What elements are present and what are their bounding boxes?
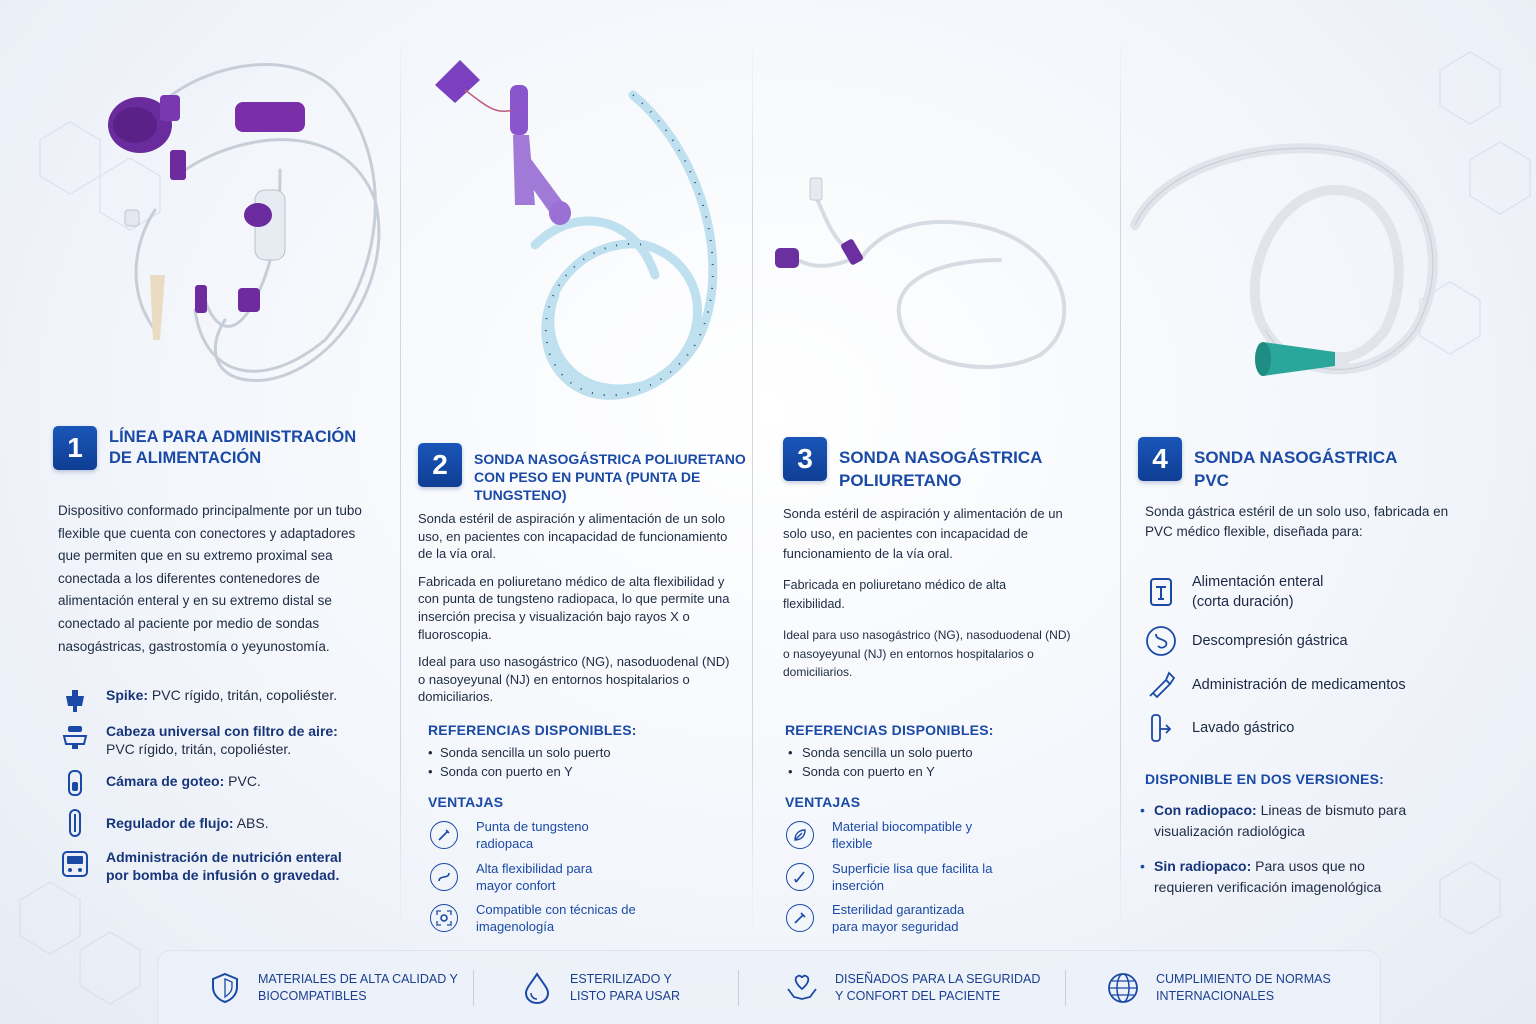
- column-divider: [400, 30, 401, 940]
- references-heading: REFERENCIAS DISPONIBLES:: [785, 722, 994, 738]
- spec-label: Cámara de goteo:: [106, 773, 225, 789]
- advantage-text: Compatible con técnicas de imagenología: [476, 902, 636, 934]
- drip-chamber-icon: [60, 768, 90, 798]
- footer-text: CUMPLIMIENTO DE NORMAS INTERNACIONALES: [1156, 971, 1331, 1003]
- section-title: SONDA NASOGÁSTRICA POLIURETANO: [839, 448, 1042, 490]
- tungsten-tube-image: [425, 55, 745, 420]
- section-title: SONDA NASOGÁSTRICA POLIURETANO CON PESO EN PUNTA (PUNTA DE TUNGSTENO): [474, 451, 746, 503]
- spike-icon: [60, 686, 90, 716]
- gastric-lavage-icon: [1144, 711, 1178, 745]
- footer-text: MATERIALES DE ALTA CALIDAD Y BIOCOMPATIBLES: [258, 971, 458, 1003]
- description-paragraph: Sonda estéril de aspiración y alimentación de un solo uso, en pacientes con incapacidad de funcionamiento de la vía oral.: [418, 511, 728, 562]
- column-divider: [1120, 30, 1121, 940]
- spec-value: PVC rígido, tritán, copoliéster.: [151, 687, 338, 703]
- syringe-icon: [1144, 668, 1178, 702]
- footer-text: DISEÑADOS PARA LA SEGURIDAD Y CONFORT DEL PACIENTE: [835, 971, 1041, 1003]
- spec-label: Administración de nutrición enteral por bomba de infusión o gravedad.: [106, 849, 342, 883]
- advantages-heading: VENTAJAS: [428, 794, 504, 810]
- biocompatible-icon: [786, 821, 814, 849]
- version-item: • Con radiopaco: Lineas de bismuto para visualización radiológica: [1140, 802, 1407, 839]
- shield-icon: [208, 971, 242, 1005]
- version-value: Para usos que no requieren verificación imagenológica: [1154, 858, 1382, 895]
- imaging-icon: [430, 904, 458, 932]
- tungsten-tip-icon: [430, 821, 458, 849]
- use-text: Alimentación enteral (corta duración): [1192, 574, 1324, 610]
- description-paragraph: Ideal para uso nasogástrico (NG), nasoduodenal (ND) o nasoyeyunal (NJ) en entornos hospitalarios o domiciliarios.: [783, 628, 1071, 680]
- version-label: Sin radiopaco:: [1154, 858, 1252, 874]
- advantage-text: Punta de tungsteno radiopaca: [476, 819, 589, 851]
- list-item: • Sonda con puerto en Y: [428, 762, 611, 781]
- list-item: • Sonda sencilla un solo puerto: [788, 743, 973, 762]
- section-title: LÍNEA PARA ADMINISTRACIÓN DE ALIMENTACIÓN: [109, 427, 357, 467]
- sterility-icon: [786, 904, 814, 932]
- flexible-tube-icon: [430, 863, 458, 891]
- column-divider: [752, 30, 753, 940]
- description-paragraph: Ideal para uso nasogástrico (NG), nasoduodenal (ND) o nasoyeyunal (NJ) en entornos hospitalarios o domiciliarios.: [418, 654, 730, 705]
- section-title: SONDA NASOGÁSTRICA PVC: [1194, 448, 1397, 490]
- references-heading: REFERENCIAS DISPONIBLES:: [428, 722, 637, 738]
- spec-value: PVC rígido, tritán, copoliéster.: [106, 741, 292, 757]
- references-list: [788, 743, 973, 781]
- description-paragraph: Fabricada en poliuretano médico de alta flexibilidad.: [783, 578, 1007, 611]
- drop-icon: [520, 971, 554, 1005]
- advantages-heading: VENTAJAS: [785, 794, 861, 810]
- version-value: Lineas de bismuto para visualización radiológica: [1154, 802, 1407, 839]
- globe-icon: [1106, 971, 1140, 1005]
- infusion-pump-icon: [60, 848, 90, 878]
- footer-separator: [738, 970, 739, 1006]
- version-item: • Sin radiopaco: Para usos que no requieren verificación imagenológica: [1140, 858, 1382, 895]
- advantage-text: Superficie lisa que facilita la inserción: [832, 861, 993, 893]
- use-text: Lavado gástrico: [1192, 720, 1295, 736]
- versions-heading: DISPONIBLE EN DOS VERSIONES:: [1145, 771, 1384, 787]
- section-number: 1: [53, 426, 97, 470]
- spec-label: Cabeza universal con filtro de aire:: [106, 723, 338, 739]
- spec-label: Regulador de flujo:: [106, 815, 234, 831]
- filter-head-icon: [60, 722, 90, 752]
- advantage-text: Alta flexibilidad para mayor confort: [476, 861, 593, 893]
- spec-value: PVC.: [228, 773, 261, 789]
- spec-value: ABS.: [236, 815, 269, 831]
- list-item: • Sonda con puerto en Y: [788, 762, 973, 781]
- polyurethane-tube-image: [770, 170, 1090, 380]
- smooth-surface-icon: [786, 863, 814, 891]
- description-paragraph: Fabricada en poliuretano médico de alta flexibilidad y con punta de tungsteno radiopaca, lo que permite una inserción precisa y visualización bajo rayos X o fluoroscopia.: [418, 573, 730, 642]
- product-description: Dispositivo conformado principalmente por un tubo flexible que cuenta con conectores y adaptadores que permiten que en su extremo proximal sea conectada a los diferentes contenedores de alimentación enteral y en su extremo distal se conectado al paciente por medio de sondas nasogástricas, gastrostomía o yeyunostomía.: [58, 503, 362, 654]
- advantage-text: Esterilidad garantizada para mayor seguridad: [832, 902, 965, 934]
- description-paragraph: Sonda estéril de aspiración y alimentación de un solo uso, en pacientes con incapacidad de funcionamiento de la vía oral.: [783, 506, 1063, 561]
- version-label: Con radiopaco:: [1154, 802, 1257, 818]
- stomach-icon: [1144, 624, 1178, 658]
- pvc-tube-image: [1125, 130, 1455, 390]
- feeding-line-image: [95, 50, 400, 395]
- footer-bar: [157, 950, 1381, 1024]
- use-text: Descompresión gástrica: [1192, 633, 1348, 649]
- section-number: 3: [783, 437, 827, 481]
- footer-separator: [1065, 970, 1066, 1006]
- enteral-feeding-icon: [1144, 575, 1178, 609]
- use-text: Administración de medicamentos: [1192, 677, 1406, 693]
- spec-label: Spike:: [106, 687, 149, 703]
- footer-text: ESTERILIZADO Y LISTO PARA USAR: [570, 971, 680, 1003]
- product-description: Sonda gástrica estéril de un solo uso, fabricada en PVC médico flexible, diseñada para:: [1145, 504, 1449, 539]
- section-number: 4: [1138, 437, 1182, 481]
- list-item: • Sonda sencilla un solo puerto: [428, 743, 611, 762]
- flow-regulator-icon: [60, 808, 90, 838]
- advantage-text: Material biocompatible y flexible: [832, 819, 973, 851]
- footer-separator: [473, 970, 474, 1006]
- heart-hands-icon: [785, 971, 819, 1005]
- section-number: 2: [418, 443, 462, 487]
- references-list: [428, 743, 611, 781]
